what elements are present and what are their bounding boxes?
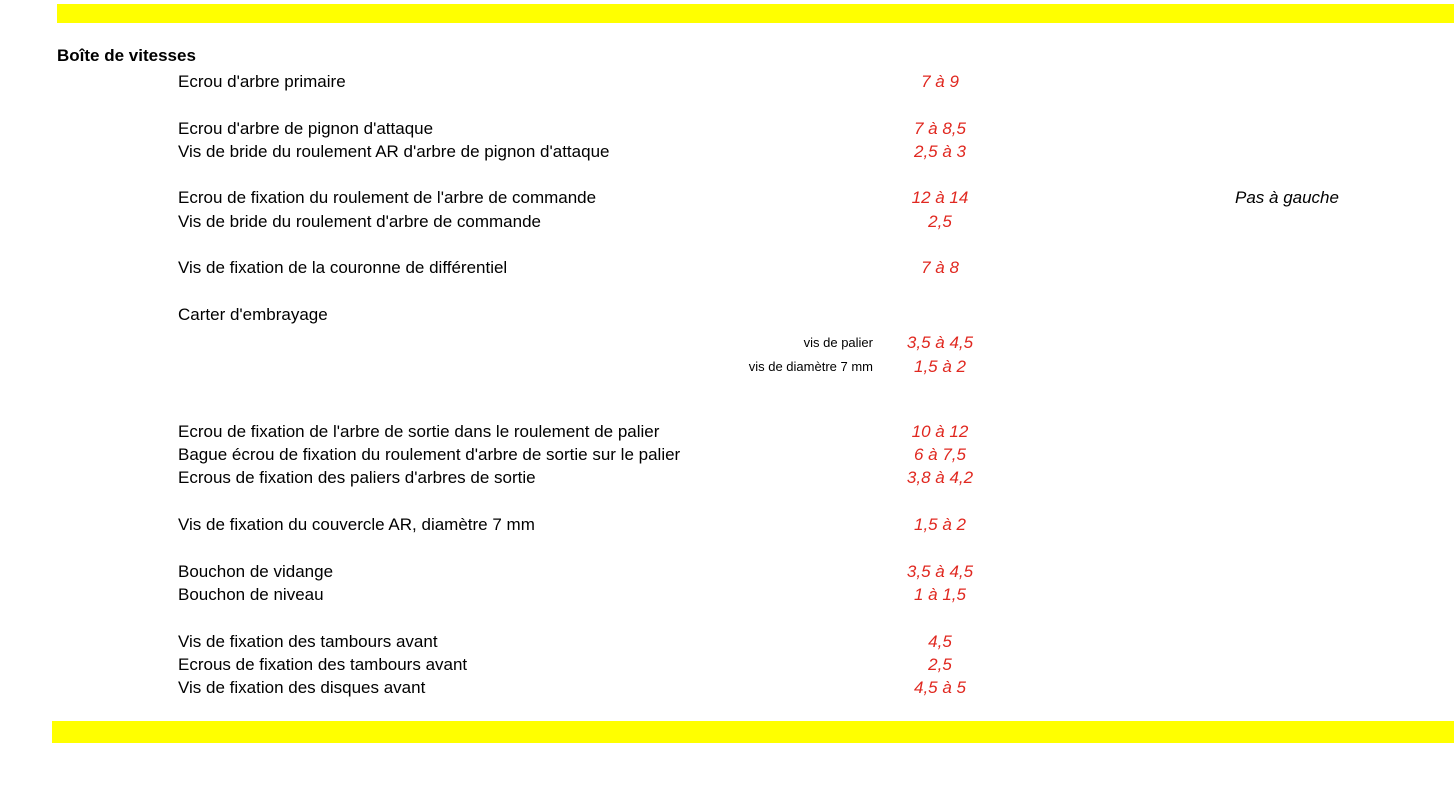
row-label: Vis de bride du roulement AR d'arbre de pignon d'attaque xyxy=(178,141,610,161)
row-value: 4,5 à 5 xyxy=(914,678,966,698)
spec-group xyxy=(0,303,1454,326)
subrow-label: vis de palier xyxy=(803,335,873,351)
table-row xyxy=(0,117,1454,140)
table-row xyxy=(0,256,1454,279)
table-subrow xyxy=(0,355,1454,378)
section-heading: Boîte de vitesses xyxy=(57,46,196,65)
row-value: 1,5 à 2 xyxy=(914,515,966,535)
table-row xyxy=(0,420,1454,443)
row-value: 7 à 9 xyxy=(921,72,959,91)
row-value: 3,5 à 4,5 xyxy=(906,561,974,581)
spec-group xyxy=(0,70,1454,93)
spec-group xyxy=(0,256,1454,279)
table-row xyxy=(0,583,1454,606)
spec-subgroup xyxy=(0,331,1454,378)
row-label: Bouchon de niveau xyxy=(178,584,324,604)
table-row xyxy=(0,653,1454,676)
torque-spec-table xyxy=(0,70,1454,699)
row-value: 6 à 7,5 xyxy=(914,445,966,465)
row-value: 7 à 8 xyxy=(921,258,959,278)
spec-group xyxy=(0,420,1454,490)
row-label: Vis de fixation du couvercle AR, diamètre 7 mm xyxy=(178,515,535,535)
row-label: Ecrou d'arbre primaire xyxy=(178,72,346,91)
table-row xyxy=(0,443,1454,466)
table-row xyxy=(0,676,1454,699)
row-value: 2,5 xyxy=(928,654,952,674)
spec-group xyxy=(0,513,1454,536)
row-label: Ecrou de fixation du roulement de l'arbre de commande xyxy=(178,188,597,208)
row-label: Vis de bride du roulement d'arbre de commande xyxy=(178,211,541,231)
yellow-highlight-bottom xyxy=(52,721,1454,743)
row-value: 10 à 12 xyxy=(911,421,969,441)
row-label: Vis de fixation de la couronne de différentiel xyxy=(178,258,508,278)
row-value: 4,5 xyxy=(928,631,952,651)
row-label: Ecrou d'arbre de pignon d'attaque xyxy=(178,118,434,138)
table-row xyxy=(0,513,1454,536)
table-row xyxy=(0,186,1454,209)
table-row xyxy=(0,303,1454,326)
row-note: Pas à gauche xyxy=(1235,188,1339,208)
yellow-highlight-top xyxy=(57,4,1454,23)
row-label: Bouchon de vidange xyxy=(178,561,334,581)
row-value: 2,5 à 3 xyxy=(914,141,966,161)
row-value: 1 à 1,5 xyxy=(914,584,966,604)
row-label: Carter d'embrayage xyxy=(178,304,328,324)
table-subrow xyxy=(0,331,1454,354)
row-label: Ecrous de fixation des tambours avant xyxy=(178,654,468,674)
table-row xyxy=(0,466,1454,489)
row-label: Bague écrou de fixation du roulement d'arbre de sortie sur le palier xyxy=(178,445,681,465)
spec-group xyxy=(0,630,1454,700)
table-row xyxy=(0,630,1454,653)
spec-group xyxy=(0,560,1454,607)
table-row xyxy=(0,210,1454,233)
spec-group xyxy=(0,186,1454,233)
row-label: Ecrous de fixation des paliers d'arbres de sortie xyxy=(178,468,536,488)
row-label: Vis de fixation des disques avant xyxy=(178,678,426,698)
row-value: 3,8 à 4,2 xyxy=(906,468,974,488)
row-label: Vis de fixation des tambours avant xyxy=(178,631,438,651)
table-row xyxy=(0,140,1454,163)
row-value: 2,5 xyxy=(928,211,952,231)
spec-group xyxy=(0,117,1454,164)
subrow-label: vis de diamètre 7 mm xyxy=(748,358,873,374)
row-value: 7 à 8,5 xyxy=(914,118,966,138)
table-row xyxy=(0,560,1454,583)
table-row xyxy=(0,70,1454,93)
row-label: Ecrou de fixation de l'arbre de sortie dans le roulement de palier xyxy=(178,421,660,441)
row-value: 12 à 14 xyxy=(911,188,969,208)
row-value: 3,5 à 4,5 xyxy=(906,333,974,353)
row-value: 1,5 à 2 xyxy=(914,356,966,376)
